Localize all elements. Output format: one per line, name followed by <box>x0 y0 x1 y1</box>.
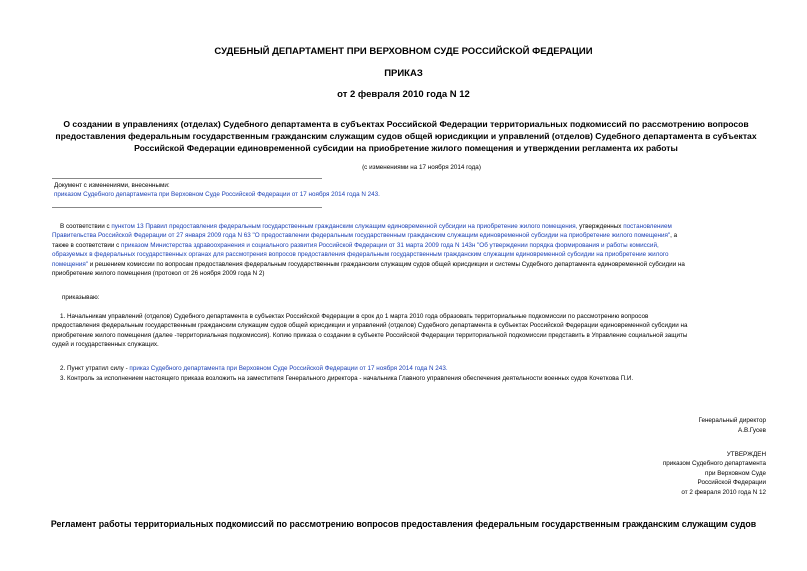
changes-link[interactable]: приказом Судебного департамента при Верховном Суде Российской Федерации от 17 ноября 2014 года N 243. <box>54 191 380 198</box>
item-2 <box>60 364 760 373</box>
divider-top <box>52 178 322 179</box>
resolution-link[interactable]: постановлением <box>623 223 672 230</box>
document-type: ПРИКАЗ <box>384 68 423 79</box>
preamble-line <box>52 250 767 259</box>
title-line: предоставления федеральным государственным гражданским служащим судов общей юрисдикции и управлений (отделов) Судебного департамента в субъектах <box>55 131 757 141</box>
approved-line: приказом Судебного департамента <box>662 460 766 468</box>
order-word: приказываю: <box>62 294 100 301</box>
title-line: Российской Федерации единовременной субсидии на приобретение жилого помещения и утверждении регламента их работы <box>134 143 678 153</box>
item-1-line: приобретение жилого помещения (далее -территориальная подкомиссия). Копию приказа о создании в субъекте Российской Федерации территориальной подкомиссии представить в Управление социальной защиты <box>52 331 688 339</box>
item-1-line: предоставления федеральным государственным гражданским служащим судов общей юрисдикции и управлений (отделов) Судебного департамента в субъектах Российской Федерации единовременной субсидии на <box>52 322 688 330</box>
approved-line: при Верховном Суде <box>705 469 766 477</box>
item-1-line: 1. Начальникам управлений (отделов) Судебного департамента в субъектах Российской Федерации в срок до 1 марта 2010 года образовать территориальные подкомиссии по рассмотрению вопросов <box>60 313 649 320</box>
preamble-line <box>52 231 767 240</box>
ministry-order-link-end[interactable]: помещения" <box>52 260 88 268</box>
text: и решением комиссии по вопросам предоставления федеральным государственным гражданским служащим судов общей юрисдикции и системы Судебного департамента единовременной субсидии на <box>88 260 685 268</box>
preamble-line: приобретение жилого помещения (протокол от 26 ноября 2009 года N 2) <box>52 270 265 278</box>
text: 2. Пункт утратил силу - <box>60 365 130 372</box>
item-1-line: судей и государственных служащих. <box>52 341 159 349</box>
text: В соответствии с <box>60 223 110 230</box>
changes-note: (с изменениями на 17 ноября 2014 года) <box>362 164 481 171</box>
document-date-number: от 2 февраля 2010 года N 12 <box>337 89 470 100</box>
changes-label: Документ с изменениями, внесенными: <box>54 182 170 189</box>
preamble <box>52 222 767 278</box>
title-line: О создании в управлениях (отделах) Судебного департамента в субъектах Российской Федерации территориальных подкомиссий по рассмотрению вопросов <box>63 119 749 129</box>
resolution-link-cont[interactable]: Правительства Российской Федерации от 27 января 2009 года N 63 "О предоставлении федеральным государственным гражданским служащим единовременной субсидии на приобретение жилого помещения" <box>52 232 671 240</box>
organization-heading: СУДЕБНЫЙ ДЕПАРТАМЕНТ ПРИ ВЕРХОВНОМ СУДЕ РОССИЙСКОЙ ФЕДЕРАЦИИ <box>214 46 593 57</box>
repeal-order-link[interactable]: приказ Судебного департамента при Верховном Суде Российской Федерации от 17 ноября 2014 года N 243. <box>129 365 448 372</box>
document-title <box>46 118 766 154</box>
divider-bottom <box>52 207 322 208</box>
preamble-line <box>52 222 767 231</box>
rules-link[interactable]: пунктом 13 Правил предоставления федеральным государственным гражданским служащим единовременной субсидии на приобретение жилого помещения, <box>111 223 578 230</box>
approved-line: Российской Федерации <box>697 479 766 487</box>
preamble-line <box>52 241 767 250</box>
ministry-order-link[interactable]: приказом Министерства здравоохранения и социального развития Российской Федерации от 31 марта 2009 года N 143н "Об утверждении порядка формирования и работы комиссий, <box>121 241 659 249</box>
approved-block <box>560 450 766 497</box>
ministry-order-link-cont[interactable]: образуемых в федеральных государственных органах для рассмотрения вопросов предоставления федеральным государственным гражданским служащим единовременной субсидии на приобретение жилого <box>52 251 669 259</box>
order-items <box>52 312 767 350</box>
reglament-title: Регламент работы территориальных подкомиссий по рассмотрению вопросов предоставления федеральным государственным гражданским служащим судов <box>50 519 757 529</box>
preamble-line <box>52 260 767 269</box>
approved-line: от 2 февраля 2010 года N 12 <box>681 488 766 496</box>
approved-line: УТВЕРЖДЕН <box>726 451 766 458</box>
signature-name: А.В.Гусев <box>738 427 766 434</box>
item-3: 3. Контроль за исполнением настоящего приказа возложить на заместителя Генерального директора - начальника Главного управления обеспечения деятельности военных судов Кочеткова П.И. <box>60 375 634 382</box>
text: также в соответствии с <box>52 241 120 249</box>
signature-position: Генеральный директор <box>698 417 766 424</box>
text: утвержденных <box>579 223 622 230</box>
text: , а <box>670 232 678 240</box>
